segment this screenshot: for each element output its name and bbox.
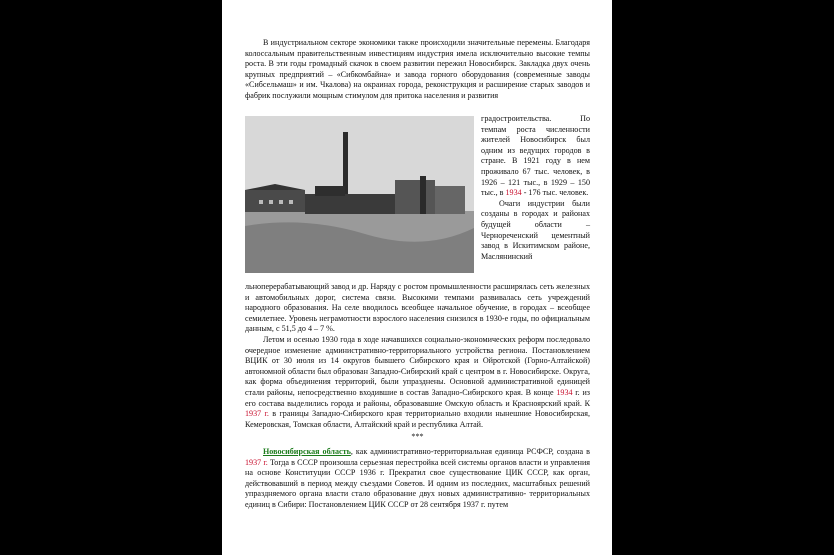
reforms-text-b: г. из его состава выделились города и районы, образовавшие Омскую область и Красноярский край. К	[245, 387, 590, 408]
side-text-a: градостроительства. По темпам роста численности жителей Новосибирск был одним из ведущих городов в стране. В 1921 году в нем проживало 67 тыс. человек, в 1926 – 121 тыс., в 1929 – 150 тыс., в	[481, 114, 590, 198]
intro-paragraph	[245, 38, 590, 102]
side-text-b: - 176 тыс. человек.	[523, 188, 589, 198]
reforms-text-a: Летом и осенью 1930 года в ходе начавшихся социально-экономических реформ последовало очередное изменение административно-территориального устройства региона. Постановлением ВЦИК от 30 июля из 14 округов бывшего Сибирского края и Ойротской (Горно-Алтайской) автономной области был образован Западно-Сибирский край с центром в г. Новосибирске. Округа, как форма объединения территорий, были упразднены. Основной административной единицей стали районы, непосредственно входившие в состав Западно-Сибирского края. В конце	[245, 334, 590, 397]
novosibirsk-region-link[interactable]: Новосибирская область	[263, 446, 351, 456]
factory-photo	[245, 116, 474, 273]
region-text-b: Тогда в СССР произошла серьезная перестройка всей системы органов власти и управления на основе Конституции СССР 1936 г. Прекратил свое существование ЦИК СССР, как орган, действовавший в период между съездами Советов. И одним из последних, масштабных решений упраздняемого органа власти стало образование двух новых административно- территориальных единиц в Сибири: Постановлением ЦИК СССР от 28 сентября 1937 г. путем	[245, 457, 591, 509]
section-separator: ***	[411, 432, 424, 442]
reforms-year-1937: 1937 г.	[245, 409, 269, 419]
side-year: 1934	[505, 188, 522, 198]
document-page	[222, 0, 612, 555]
region-text-a: , как административно-территориальная единица РСФСР, создана в	[350, 446, 590, 456]
factory-photo-drawing	[245, 116, 474, 273]
main-body	[245, 282, 590, 510]
paragraph-industry-continued: льноперерабатывающий завод и др. Наряду с ростом промышленности расширялась сеть железных и автомобильных дорог, система связи. Высокими темпами развивалась сеть учреждений народного образования. На селе вводилось всеобщее начальное обучение, в городах – всеобщее семилетнее. Уровень неграмотности взрослого населения снизился в 1930-е годы, по официальным данным, с 51,5 до 4 – 7 %.	[245, 282, 590, 334]
paragraph-reforms	[245, 335, 590, 430]
reforms-year-1934: 1934	[556, 387, 573, 397]
paragraph-region	[245, 447, 590, 511]
paragraph-industry: В индустриальном секторе экономики также происходили значительные перемены. Благодаря колоссальным правительственным инвестициям индустрия имела исключительно высокие темпы роста. В эти годы громадный скачок в своем развитии пережил Новосибирск. Закладка двух очень крупных предприятий – «Сибкомбайна» и завода горного оборудования (современные заводы «Сибсельмаш» и им. Чкалова) на окраинах города, реконструкция и расширение старых заводов и фабрик послужили мощным стимулом для притока населения и развития	[245, 38, 590, 100]
side-column-text	[481, 114, 590, 262]
reforms-text-c: в границы Западно-Сибирского края территориально входили нынешние Новосибирская, Кемеровская, Томская области, Алтайский край и республика Алтай.	[245, 409, 590, 429]
side-text-c: Очаги индустрии были созданы в городах и районах будущей области – Чернореченский цементный завод в Искитимском районе, Маслянинский	[481, 198, 590, 261]
region-year-1937: 1937 г.	[245, 457, 268, 467]
